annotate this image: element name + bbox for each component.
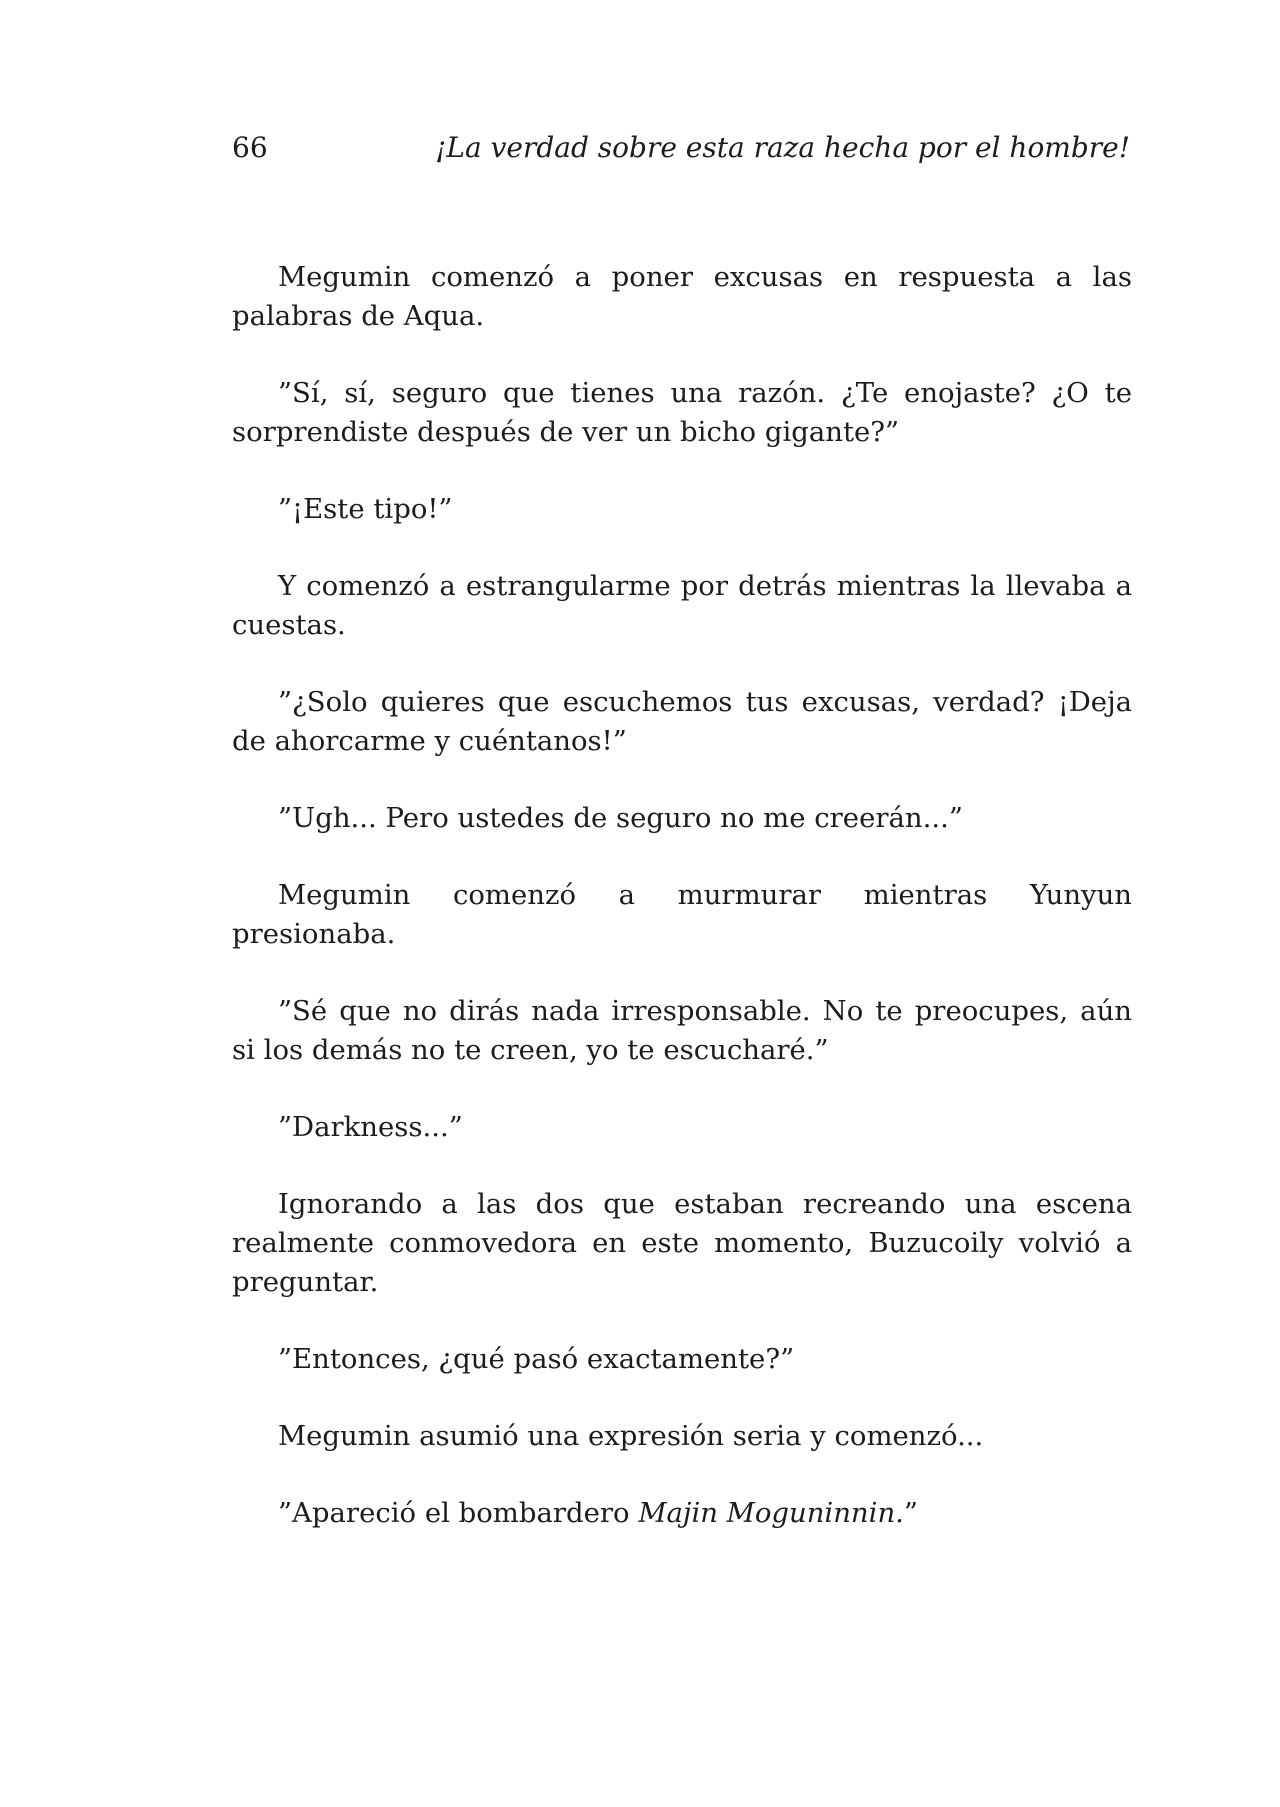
paragraph: ”Darkness...” — [278, 1111, 463, 1143]
paragraph: Megumin comenzó a murmurar mientras Yunyun presionaba. — [232, 879, 1132, 950]
paragraph: Megumin asumió una expresión seria y comenzó... — [278, 1420, 984, 1452]
paragraph — [232, 1494, 1132, 1533]
paragraph: ”¿Solo quieres que escuchemos tus excusas, verdad? ¡Deja de ahorcarme y cuéntanos!” — [232, 686, 1132, 757]
paragraph: ”Ugh... Pero ustedes de seguro no me creerán...” — [278, 802, 963, 834]
paragraph: ”Sé que no dirás nada irresponsable. No te preocupes, aún si los demás no te creen, yo te escucharé.” — [232, 995, 1132, 1066]
running-title: ¡La verdad sobre esta raza hecha por el hombre! — [435, 131, 1130, 164]
paragraph: ”Sí, sí, seguro que tienes una razón. ¿Te enojaste? ¿O te sorprendiste después de ver un bicho gigante?” — [232, 377, 1132, 448]
page-header — [232, 126, 1130, 170]
closing-quote: ” — [903, 1497, 918, 1529]
body-text — [232, 258, 1132, 1571]
paragraph-text: ”Apareció el bombardero — [278, 1497, 639, 1529]
paragraph: ”¡Este tipo!” — [278, 493, 453, 525]
paragraph: ”Entonces, ¿qué pasó exactamente?” — [278, 1343, 795, 1375]
page-number: 66 — [232, 131, 268, 164]
italic-name: Majin Moguninnin. — [638, 1497, 904, 1529]
paragraph: Ignorando a las dos que estaban recreando una escena realmente conmovedora en este momento, Buzucoily volvió a preguntar. — [232, 1188, 1132, 1298]
paragraph: Megumin comenzó a poner excusas en respuesta a las palabras de Aqua. — [232, 261, 1132, 332]
paragraph: Y comenzó a estrangularme por detrás mientras la llevaba a cuestas. — [232, 570, 1132, 641]
